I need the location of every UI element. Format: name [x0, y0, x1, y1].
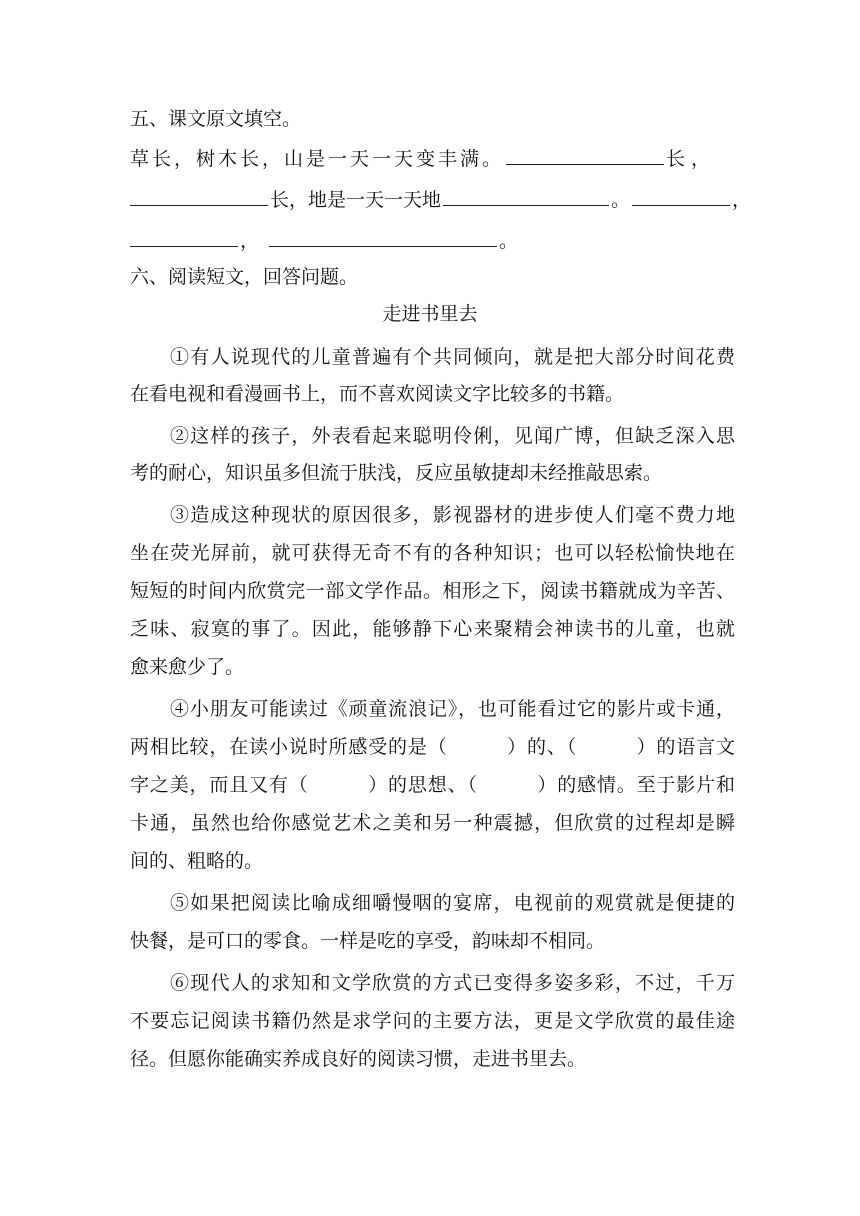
passage-line: ②这样的孩子，外表看起来聪明伶俐，见闻广博，但缺乏深入思: [170, 425, 735, 447]
fill-text: 。: [499, 230, 519, 252]
passage-line: ⑤如果把阅读比喻成细嚼慢咽的宴席，电视前的观赏就是便捷的: [170, 892, 735, 914]
fill-line-3: [130, 228, 735, 253]
section6-heading: 六、阅读短文，回答问题。: [130, 266, 359, 288]
blank-field[interactable]: [130, 228, 238, 247]
passage-line: 快餐，是可口的零食。一样是吃的享受，韵味却不相同。: [130, 930, 606, 952]
passage-line: ④小朋友可能读过《顽童流浪记》，也可能看过它的影片或卡通，: [170, 698, 735, 720]
passage-line: 径。但愿你能确实养成良好的阅读习惯，走进书里去。: [130, 1048, 587, 1070]
fill-text: 。: [611, 189, 631, 211]
fill-text: 草长，树木长，山是一天一天变丰满。: [130, 148, 505, 170]
passage-line: 乏味、寂寞的事了。因此，能够静下心来聚精会神读书的儿童，也就: [130, 618, 735, 640]
section5-heading: 五、课文原文填空。: [130, 108, 302, 130]
blank-field[interactable]: [506, 146, 664, 165]
passage-line: 卡通，虽然也给你感觉艺术之美和另一种震撼，但欣赏的过程却是瞬: [130, 812, 735, 834]
blank-field[interactable]: [130, 187, 268, 206]
blank-field[interactable]: [269, 228, 497, 247]
fill-text: 长，: [666, 148, 717, 170]
passage-line: 在看电视和看漫画书上，而不喜欢阅读文字比较多的书籍。: [130, 383, 625, 405]
passage-line: ①有人说现代的儿童普遍有个共同倾向，就是把大部分时间花费: [170, 346, 735, 368]
passage-line: 愈来愈少了。: [130, 656, 245, 678]
passage-line: ⑥现代人的求知和文学欣赏的方式已变得多姿多彩，不过，千万: [170, 972, 735, 994]
passage-line: 短短的时间内欣赏完一部文学作品。相形之下，阅读书籍就成为辛苦、: [130, 580, 735, 602]
passage-line: ③造成这种现状的原因很多，影视器材的进步使人们毫不费力地: [170, 504, 735, 526]
fill-text: ，: [240, 230, 260, 252]
blank-field[interactable]: [632, 187, 730, 206]
fill-text: ，: [732, 189, 752, 211]
passage-line: 间的、粗略的。: [130, 850, 264, 872]
passage-line: 字之美，而且又有（ ）的思想、（ ）的感情。至于影片和: [130, 774, 735, 796]
passage-line: 不要忘记阅读书籍仍然是求学问的主要方法，更是文学欣赏的最佳途: [130, 1010, 735, 1032]
passage-line: 考的耐心，知识虽多但流于肤浅，反应虽敏捷却未经推敲思索。: [130, 462, 663, 484]
blank-field[interactable]: [443, 187, 609, 206]
passage-title: 走进书里去: [382, 303, 478, 325]
fill-text: 长，地是一天一天地: [270, 189, 442, 211]
passage-line: 坐在荧光屏前，就可获得无奇不有的各种知识；也可以轻松愉快地在: [130, 542, 735, 564]
fill-line-2: [130, 187, 752, 212]
fill-line-1: [130, 146, 735, 171]
passage-line: 两相比较，在读小说时所感受的是（ ）的、（ ）的语言文: [130, 736, 735, 758]
